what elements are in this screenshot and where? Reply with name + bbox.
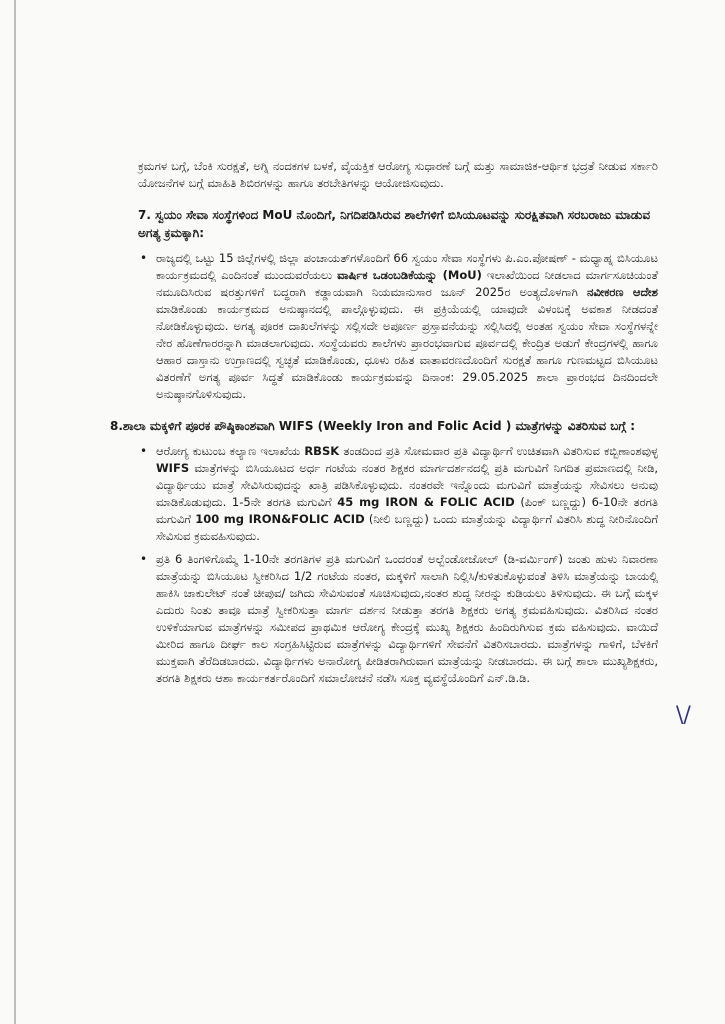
s7-b1-part3: ಮಾಡಿಕೊಂಡು ಕಾರ್ಯಕ್ರಮದ ಅನುಷ್ಠಾನದಲ್ಲಿ ಪಾಲ್ಗೊಳ್ಳುವುದು. ಈ ಪ್ರಕ್ರಿಯೆಯಲ್ಲಿ ಯಾವುದೇ ವಿಳಂಬಕ್ಕೆ ಅವಕಾಶ ನೀಡದಂತೆ ನೋಡಿಕೊಳ್ಳುವುದು. ಅಗತ್ಯ ಪೂರಕ ದಾಖಲೆಗಳನ್ನು ಸಲ್ಲಿಸದೇ ಅಪೂರ್ಣ ಪ್ರಸ್ತಾವನೆಯನ್ನು ಸಲ್ಲಿಸಿದಲ್ಲಿ ಅಂತಹ ಸ್ವಯಂ ಸೇವಾ ಸಂಸ್ಥೆಗಳನ್ನೇ ನೇರ ಹೊಣೆಗಾರರನ್ನಾಗಿ ಮಾಡಲಾಗುವುದು. ಸಂಸ್ಥೆಯವರು ಶಾಲೆಗಳು ಪ್ರಾರಂಭವಾಗುವ ಪೂರ್ವದಲ್ಲಿ ಕೇಂದ್ರಿತ ಅಡುಗೆ ಕೇಂದ್ರಗಳಲ್ಲಿ ಹಾಗೂ ಆಹಾರ ದಾಸ್ತಾನು ಉಗ್ರಾಣದಲ್ಲಿ ಸ್ವಚ್ಛತೆ ಮಾಡಿಕೊಂಡು, ಧೂಳು ರಹಿತ ವಾತಾವರಣದೊಂದಿಗೆ ಸುರಕ್ಷತೆ ಹಾಗೂ ಗುಣಮಟ್ಟದ ಬಿಸಿಯೂಟ ವಿತರಣೆಗೆ ಅಗತ್ಯ ಪೂರ್ವ ಸಿದ್ಧತೆ ಮಾಡಿಕೊಂಡು ಕಾರ್ಯಕ್ರಮವನ್ನು ದಿನಾಂಕ: 29.05.2025 ಶಾಲಾ ಪ್ರಾರಂಭದ ದಿನದಿಂದಲೇ ಅನುಷ್ಠಾನಗೊಳಿಸುವುದು. <box>156 302 658 401</box>
s8-b1-part1: ಆರೋಗ್ಯ ಕುಟುಂಬ ಕಲ್ಯಾಣ ಇಲಾಖೆಯ <box>156 444 305 458</box>
section-7-heading: 7. ಸ್ವಯಂ ಸೇವಾ ಸಂಸ್ಥೆಗಳಿಂದ MoU ನೊಂದಿಗೆ, ನಿಗದಿಪಡಿಸಿರುವ ಶಾಲೆಗಳಿಗೆ ಬಿಸಿಯೂಟವನ್ನು ಸುರಕ್ಷಿತವಾಗಿ ಸರಬರಾಜು ಮಾಡುವ ಅಗತ್ಯ ಕ್ರಮಕ್ಕಾಗಿ: <box>138 208 651 240</box>
s8-b1-bold1: RBSK <box>304 444 340 458</box>
document-body <box>110 158 659 693</box>
section-8-heading: 8.ಶಾಲಾ ಮಕ್ಕಳಿಗೆ ಪೂರಕ ಪೌಷ್ಠಿಕಾಂಶವಾಗಿ WIFS (Weekly Iron and Folic Acid ) ಮಾತ್ರೆಗಳನ್ನು ವಿತರಿಸುವ ಬಗ್ಗೆ : <box>110 419 636 433</box>
section-8-bullet-2 <box>138 551 658 687</box>
s8-b1-part4: (ಪಿಂಕ್ ಬಣ್ಣದ್ದು) 6-10ನೇ ತರಗತಿ ಮಗುವಿಗೆ <box>156 495 658 526</box>
handwritten-tick-mark: \/ <box>676 703 691 728</box>
section-7-list <box>138 250 658 403</box>
s8-b1-part2: ತಂಡದಿಂದ ಪ್ರತಿ ಸೋಮವಾರ ಪ್ರತಿ ವಿದ್ಯಾರ್ಥಿಗೆ ಉಚಿತವಾಗಿ ವಿತರಿಸುವ ಕಬ್ಬಿಣಾಂಶವುಳ್ಳ <box>339 444 658 458</box>
s7-b1-bold2: ನವೀಕರಣ ಆದೇಶ <box>586 285 658 299</box>
s8-b2-text: ಪ್ರತಿ 6 ತಿಂಗಳಿಗೊಮ್ಮೆ 1-10ನೇ ತರಗತಿಗಳ ಪ್ರತಿ ಮಗುವಿಗೆ ಒಂದರಂತೆ ಅಲ್ಬೆಂಡೋಜೋಲ್ (ಡಿ-ವರ್ಮಿಂಗ್) ಜಂತು ಹುಳು ನಿವಾರಣಾ ಮಾತ್ರೆಯನ್ನು ಬಿಸಿಯೂಟ ಸ್ವೀಕರಿಸಿದ 1/2 ಗಂಟೆಯ ನಂತರ, ಮಕ್ಕಳಿಗೆ ಸಾಲಾಗಿ ನಿಲ್ಲಿಸಿ/ಕುಳಿತುಕೊಳ್ಳುವಂತೆ ತಿಳಿಸಿ ಮಾತ್ರೆಯನ್ನು ಬಾಯಲ್ಲಿ ಹಾಕಿಸಿ ಚಾಕುಲೇಟ್ ನಂತೆ ಚೀಪುವ/ ಜಗಿದು ಸೇವಿಸುವಂತೆ ಸೂಚಿಸುವುದು,ನಂತರ ಶುದ್ಧ ನೀರನ್ನು ಕುಡಿಯಲು ತಿಳಿಸುವುದು. ಈ ಬಗ್ಗೆ ಮಕ್ಕಳ ಎದುರು ನಿಂತು ತಾವೂ ಮಾತ್ರೆ ಸ್ವೀಕರಿಸುತ್ತಾ ಮಾರ್ಗ ದರ್ಶನ ನೀಡುತ್ತಾ ತರಗತಿ ಶಿಕ್ಷಕರು ಅಗತ್ಯ ಕ್ರಮವಹಿಸುವುದು. ವಿತರಿಸಿದ ನಂತರ ಉಳಿಕೆಯಾಗುವ ಮಾತ್ರೆಗಳನ್ನು ಸಮೀಪದ ಪ್ರಾಥಮಿಕ ಆರೋಗ್ಯ ಕೇಂದ್ರಕ್ಕೆ ಮುಖ್ಯ ಶಿಕ್ಷಕರು ಹಿಂದಿರುಗಿಸುವ ಕ್ರಮ ವಹಿಸುವುದು. ವಾಯಿದೆ ಮೀರಿದ ಹಾಗೂ ದೀರ್ಘ ಕಾಲ ಸಂಗ್ರಹಿಸಿಟ್ಟಿರುವ ಮಾತ್ರೆಗಳನ್ನು ವಿದ್ಯಾರ್ಥಿಗಳಿಗೆ ಸೇವನೆಗೆ ವಿತರಿಸಬಾರದು. ಮಾತ್ರೆಗಳನ್ನು ಗಾಳಿಗೆ, ಬೆಳಕಿಗೆ ಮುಕ್ತವಾಗಿ ತೆರೆದಿಡಬಾರದು. ವಿದ್ಯಾರ್ಥಿಗಳು ಅನಾರೋಗ್ಯ ಪೀಡಿತರಾಗಿರುವಾಗ ಮಾತ್ರೆಯನ್ನು ನೀಡಬಾರದು. ಈ ಬಗ್ಗೆ ಶಾಲಾ ಮುಖ್ಯಶಿಕ್ಷಕರು, ತರಗತಿ ಶಿಕ್ಷಕರು ಆಶಾ ಕಾರ್ಯಕರ್ತರೊಂದಿಗೆ ಸಮಾಲೋಚನೆ ನಡೆಸಿ ಸೂಕ್ತ ವ್ಯವಸ್ಥೆಯೊಂದಿಗೆ ಎನ್.ಡಿ.ಡಿ. <box>156 552 658 685</box>
s8-b1-bold2: WIFS <box>156 461 190 475</box>
scan-margin-line <box>14 0 16 1024</box>
bullet-dot: • <box>140 552 148 566</box>
bullet-dot: • <box>140 251 148 265</box>
section-8-bullet-1 <box>138 443 658 545</box>
section-7-bullet-1 <box>138 250 658 403</box>
s7-b1-bold1: ವಾರ್ಷಿಕ ಒಡಂಬಡಿಕೆಯನ್ನು (MoU) <box>337 268 482 282</box>
s8-b1-bold4: 100 mg IRON&FOLIC ACID <box>195 512 365 526</box>
s7-b1-part2: ಇಲಾಖೆಯಿಂದ ನೀಡಲಾದ ಮಾರ್ಗಸೂಚಿಯಂತೆ ನಮೂದಿಸಿರುವ ಷರತ್ತುಗಳಿಗೆ ಬದ್ಧರಾಗಿ ಕಡ್ಡಾಯವಾಗಿ ನಿಯಮಾನುಸಾರ ಜೂನ್ 2025ರ ಅಂತ್ಯದೊಳಗಾಗಿ <box>156 268 658 299</box>
s8-b1-part5: (ನೀಲಿ ಬಣ್ಣದ್ದು) ಒಂದು ಮಾತ್ರೆಯನ್ನು ವಿದ್ಯಾರ್ಥಿಗೆ ವಿತರಿಸಿ ಶುದ್ಧ ನೀರಿನೊಂದಿಗೆ ಸೇವಿಸುವ ಕ್ರಮವಹಿಸುವುದು. <box>156 512 659 543</box>
s8-b1-bold3: 45 mg IRON & FOLIC ACID <box>337 495 515 509</box>
bullet-dot: • <box>140 444 148 458</box>
s8-b1-part3: ಮಾತ್ರೆಗಳನ್ನು ಬಿಸಿಯೂಟದ ಅರ್ಧ ಗಂಟೆಯ ನಂತರ ಶಿಕ್ಷಕರ ಮಾರ್ಗದರ್ಶನದಲ್ಲಿ ಪ್ರತಿ ಮಗುವಿಗೆ ನಿಗದಿತ ಪ್ರಮಾಣದಲ್ಲಿ ನೀಡಿ, ವಿದ್ಯಾರ್ಥಿಯು ಮಾತ್ರೆ ಸೇವಿಸಿರುವುದನ್ನು ಖಾತ್ರಿ ಪಡಿಸಿಕೊಳ್ಳುವುದು. ನಂತರವೇ ಇನ್ನೊಂದು ಮಗುವಿಗೆ ಮಾತ್ರೆಯನ್ನು ಸೇವಿಸಲು ಅನುವು ಮಾಡಿಕೊಡುವುದು. 1-5ನೇ ತರಗತಿ ಮಗುವಿಗೆ <box>156 461 658 509</box>
s7-b1-part1: ರಾಜ್ಯದಲ್ಲಿ ಒಟ್ಟು 15 ಜಿಲ್ಲೆಗಳಲ್ಲಿ ಜಿಲ್ಲಾ ಪಂಚಾಯತ್‌ಗಳೊಂದಿಗೆ 66 ಸ್ವಯಂ ಸೇವಾ ಸಂಸ್ಥೆಗಳು ಪಿ.ಎಂ.ಪೋಷಣ್ - ಮಧ್ಯಾಹ್ನ ಬಿಸಿಯೂಟ ಕಾರ್ಯಕ್ರಮದಲ್ಲಿ ಎಂದಿನಂತೆ ಮುಂದುವರೆಯಲು <box>156 251 658 282</box>
section-8-list <box>138 443 658 687</box>
intro-paragraph: ಕ್ರಮಗಳ ಬಗ್ಗೆ, ಬೆಂಕಿ ಸುರಕ್ಷತೆ, ಅಗ್ನಿ ನಂದಕಗಳ ಬಳಕೆ, ವೈಯಕ್ತಿಕ ಆರೋಗ್ಯ ಸುಧಾರಣೆ ಬಗ್ಗೆ ಮತ್ತು ಸಾಮಾಜಿಕ-ಆರ್ಥಿಕ ಭದ್ರತೆ ನೀಡುವ ಸರ್ಕಾರಿ ಯೋಜನೆಗಳ ಬಗ್ಗೆ ಮಾಹಿತಿ ಶಿಬಿರಗಳನ್ನು ಹಾಗೂ ತರಬೇತಿಗಳನ್ನು ಆಯೋಜಿಸುವುದು. <box>138 159 658 190</box>
